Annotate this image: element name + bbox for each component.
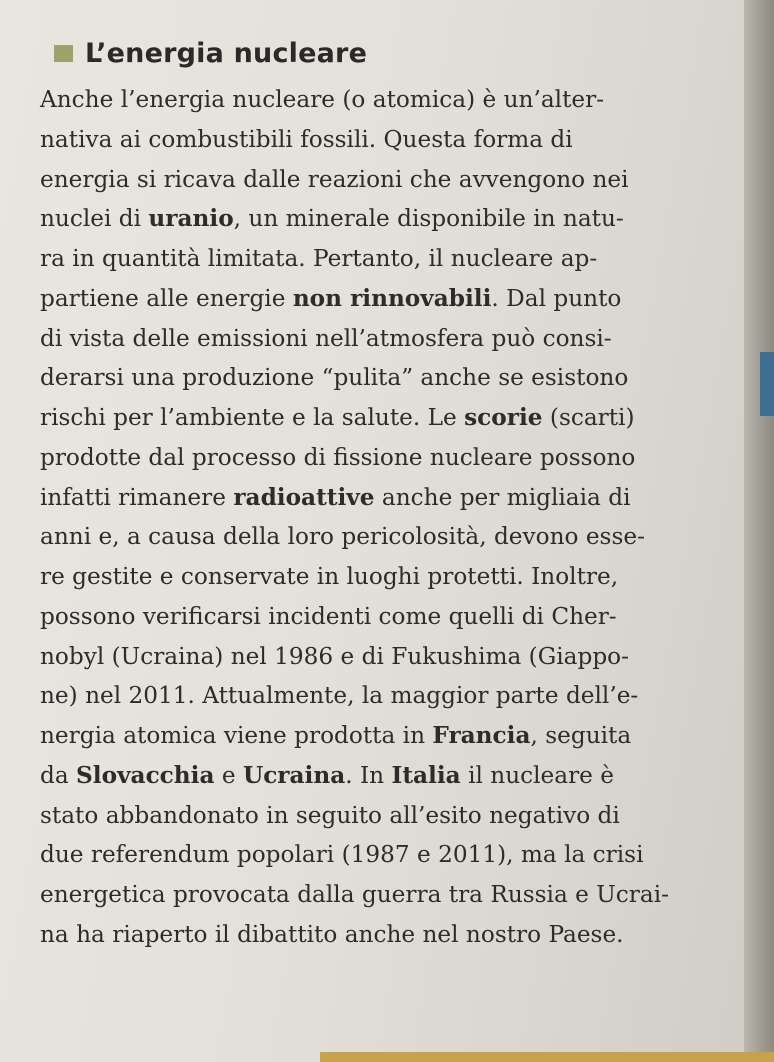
- text-line: [40, 398, 760, 438]
- text-line: [40, 358, 760, 398]
- text-line: [40, 716, 760, 756]
- text-run: anni e, a causa della loro pericolosità, devono esse-: [40, 523, 645, 551]
- text-line: [40, 557, 760, 597]
- text-run: Anche l’energia nucleare (o atomica) è un’alter-: [40, 86, 605, 113]
- bold-term: Ucraina: [242, 761, 346, 789]
- text-run: energetica provocata dalla guerra tra Russia e Ucrai-: [40, 881, 669, 908]
- bold-term: Slovacchia: [76, 761, 215, 789]
- text-run: ne) nel 2011. Attualmente, la maggior parte dell’e-: [40, 682, 639, 710]
- text-run: da: [40, 761, 77, 789]
- bold-term: uranio: [148, 205, 234, 233]
- text-run: re gestite e conservate in luoghi protetti. Inoltre,: [40, 563, 619, 590]
- bold-term: Italia: [391, 761, 461, 789]
- bold-term: Francia: [432, 722, 531, 749]
- text-run: nergia atomica viene prodotta in: [40, 722, 433, 749]
- bold-term: non rinnovabili: [292, 284, 492, 312]
- text-line: [40, 597, 760, 637]
- text-run: na ha riaperto il dibattito anche nel nostro Paese.: [40, 920, 624, 948]
- text-run: nobyl (Ucraina) nel 1986 e di Fukushima (Giappo-: [40, 642, 629, 670]
- page-edge-tab: [760, 352, 774, 416]
- text-line: [40, 279, 760, 319]
- text-line: [40, 120, 760, 160]
- text-run: anche per migliaia di: [374, 483, 631, 511]
- text-line: [40, 239, 760, 279]
- heading-square-icon: [54, 45, 73, 62]
- text-run: , seguita: [530, 722, 632, 749]
- text-run: due referendum popolari (1987 e 2011), ma la crisi: [40, 841, 644, 869]
- text-run: . In: [345, 761, 392, 789]
- text-line: [40, 915, 760, 955]
- text-run: . Dal punto: [491, 284, 622, 312]
- text-run: nuclei di: [40, 205, 149, 233]
- text-line: [40, 676, 760, 716]
- text-line: [40, 835, 760, 875]
- text-line: [40, 199, 760, 239]
- text-line: [40, 80, 760, 120]
- section-heading: [54, 38, 367, 69]
- page-bottom-strip: [320, 1052, 774, 1062]
- bold-term: scorie: [464, 404, 543, 431]
- text-run: e: [214, 761, 243, 789]
- text-line: [40, 637, 760, 677]
- text-run: infatti rimanere: [40, 483, 234, 511]
- text-line: [40, 160, 760, 200]
- text-run: nativa ai combustibili fossili. Questa forma di: [40, 125, 573, 153]
- text-run: (scarti): [542, 404, 635, 431]
- text-run: rischi per l’ambiente e la salute. Le: [40, 404, 465, 431]
- text-line: [40, 478, 760, 518]
- text-run: energia si ricava dalle reazioni che avvengono nei: [40, 165, 629, 193]
- text-line: [40, 438, 760, 478]
- text-run: possono verificarsi incidenti come quelli di Cher-: [40, 602, 617, 630]
- text-run: derarsi una produzione “pulita” anche se esistono: [40, 364, 629, 392]
- bold-term: radioattive: [233, 483, 375, 511]
- article-body: [40, 80, 760, 955]
- text-line: [40, 875, 760, 915]
- text-run: stato abbandonato in seguito all’esito negativo di: [40, 801, 620, 829]
- text-run: partiene alle energie: [40, 284, 293, 312]
- text-run: il nucleare è: [460, 761, 614, 789]
- text-line: [40, 517, 760, 557]
- text-line: [40, 319, 760, 359]
- text-run: prodotte dal processo di fissione nucleare possono: [40, 443, 636, 471]
- text-run: , un minerale disponibile in natu-: [233, 205, 624, 233]
- text-line: [40, 796, 760, 836]
- text-run: ra in quantità limitata. Pertanto, il nucleare ap-: [40, 245, 598, 272]
- text-line: [40, 756, 760, 796]
- text-run: di vista delle emissioni nell’atmosfera può consi-: [40, 324, 612, 352]
- section-title: L’energia nucleare: [85, 38, 368, 69]
